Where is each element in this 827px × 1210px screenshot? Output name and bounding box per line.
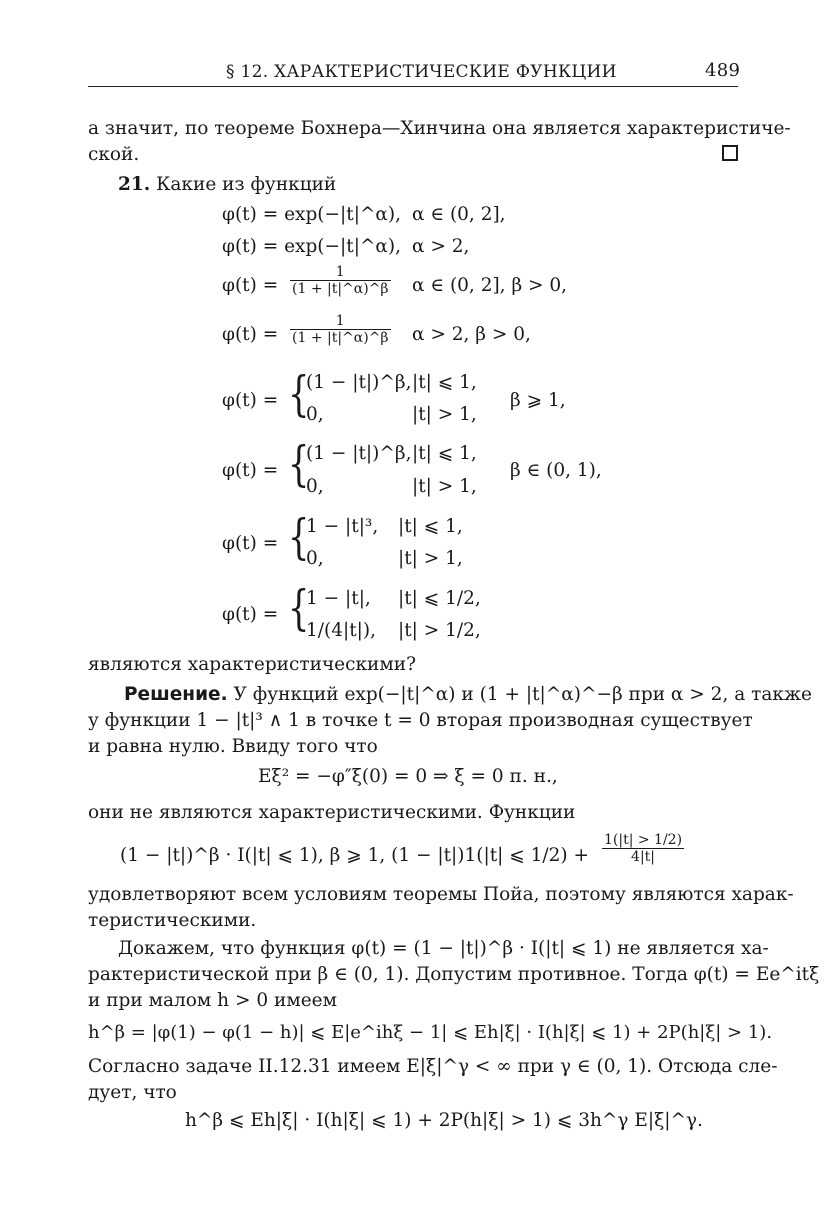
formula-7-case1-cond: |t| ⩽ 1, (398, 516, 463, 537)
formula-3-cond: α ∈ (0, 2], β > 0, (412, 275, 568, 296)
question-end: являются характеристическими? (88, 654, 417, 675)
problem-heading (118, 172, 336, 198)
left-brace-icon: { (288, 580, 310, 636)
formula-8-case1: 1 − |t|, (306, 588, 371, 609)
equation-3: h^β = |φ(1) − φ(1 − h)| ⩽ E|e^ihξ − 1| ⩽ Eh|ξ| · I(h|ξ| ⩽ 1) + 2P(h|ξ| > 1). (88, 1022, 773, 1043)
formula-5-cond: β ⩾ 1, (510, 390, 566, 411)
intro-line-1: а значит, по теореме Бохнера—Хинчина она является характеристиче- (88, 118, 791, 139)
solution-line-2: у функции 1 − |t|³ ∧ 1 в точке t = 0 вторая производная существует (88, 710, 753, 731)
solution-line-1 (88, 682, 812, 708)
formula-3-lhs: φ(t) = (222, 275, 279, 296)
formula-5-case1: (1 − |t|)^β, (306, 372, 412, 393)
formula-5-case1-cond: |t| ⩽ 1, (412, 372, 477, 393)
problem-text: Какие из функций (156, 174, 337, 195)
formula-8-case1-cond: |t| ⩽ 1/2, (398, 588, 481, 609)
paragraph-2-line-4: Согласно задаче II.12.31 имеем E|ξ|^γ < ∞ при γ ∈ (0, 1). Отсюда сле- (88, 1056, 778, 1077)
page-number: 489 (705, 60, 741, 81)
formula-7-case1: 1 − |t|³, (306, 516, 379, 537)
solution-line-4: они не являются характеристическими. Функции (88, 802, 576, 823)
formula-4-num: 1 (290, 313, 391, 330)
formula-6-lhs: φ(t) = (222, 460, 279, 481)
solution-text-1: У функций exp(−|t|^α) и (1 + |t|^α)^−β при α > 2, а также (233, 684, 812, 705)
formula-7-case2-cond: |t| > 1, (398, 548, 463, 569)
paragraph-2-line-1: Докажем, что функция φ(t) = (1 − |t|)^β · I(|t| ⩽ 1) не является ха- (118, 938, 769, 959)
formula-3-den: (1 + |t|^α)^β (292, 281, 389, 297)
qed-square-icon (722, 145, 738, 161)
header-rule (88, 86, 738, 87)
solution-label: Решение. (124, 684, 228, 705)
paragraph-2-line-3: и при малом h > 0 имеем (88, 990, 338, 1011)
formula-4-lhs: φ(t) = (222, 324, 279, 345)
equation-4: h^β ⩽ Eh|ξ| · I(h|ξ| ⩽ 1) + 2P(h|ξ| > 1) ⩽ 3h^γ E|ξ|^γ. (185, 1110, 703, 1131)
running-header: § 12. ХАРАКТЕРИСТИЧЕСКИЕ ФУНКЦИИ (226, 62, 617, 82)
left-brace-icon: { (288, 436, 310, 492)
formula-4-fraction (290, 313, 391, 346)
formula-2-lhs: φ(t) = exp(−|t|^α), (222, 236, 402, 257)
formula-4-cond: α > 2, β > 0, (412, 324, 531, 345)
formula-7-lhs: φ(t) = (222, 533, 279, 554)
equation-2-num: 1(|t| > 1/2) (604, 832, 683, 848)
left-brace-icon: { (288, 366, 310, 422)
equation-2-left: (1 − |t|)^β · I(|t| ⩽ 1), β ⩾ 1, (1 − |t|)1(|t| ⩽ 1/2) + (120, 845, 590, 866)
formula-3-fraction (290, 264, 391, 297)
formula-3-num: 1 (290, 264, 391, 281)
formula-2-cond: α > 2, (412, 236, 470, 257)
left-brace-icon: { (288, 509, 310, 565)
equation-2-fraction (602, 832, 684, 865)
formula-5-lhs: φ(t) = (222, 390, 279, 411)
formula-5-case2: 0, (306, 404, 324, 425)
intro-line-2: ской. (88, 144, 140, 165)
formula-6-case1-cond: |t| ⩽ 1, (412, 443, 477, 464)
problem-number: 21. (118, 174, 151, 195)
formula-1-lhs: φ(t) = exp(−|t|^α), (222, 204, 402, 225)
solution-line-3: и равна нулю. Ввиду того что (88, 736, 378, 757)
equation-2-den: 4|t| (631, 849, 656, 865)
formula-7-case2: 0, (306, 548, 324, 569)
solution-line-6: теристическими. (88, 910, 257, 931)
formula-6-cond: β ∈ (0, 1), (510, 460, 602, 481)
solution-line-5: удовлетворяют всем условиям теоремы Пойа, поэтому являются харак- (88, 884, 794, 905)
formula-6-case1: (1 − |t|)^β, (306, 443, 412, 464)
paragraph-2-line-5: дует, что (88, 1082, 177, 1103)
formula-4-den: (1 + |t|^α)^β (292, 330, 389, 346)
formula-1-cond: α ∈ (0, 2], (412, 204, 506, 225)
formula-8-case2: 1/(4|t|), (306, 620, 376, 641)
formula-5-case2-cond: |t| > 1, (412, 404, 477, 425)
paragraph-2-line-2: рактеристической при β ∈ (0, 1). Допустим противное. Тогда φ(t) = Ee^itξ (88, 964, 820, 985)
formula-8-case2-cond: |t| > 1/2, (398, 620, 481, 641)
equation-1: Eξ² = −φ″ξ(0) = 0 ⇒ ξ = 0 п. н., (258, 766, 558, 787)
formula-6-case2-cond: |t| > 1, (412, 476, 477, 497)
formula-6-case2: 0, (306, 476, 324, 497)
formula-8-lhs: φ(t) = (222, 604, 279, 625)
